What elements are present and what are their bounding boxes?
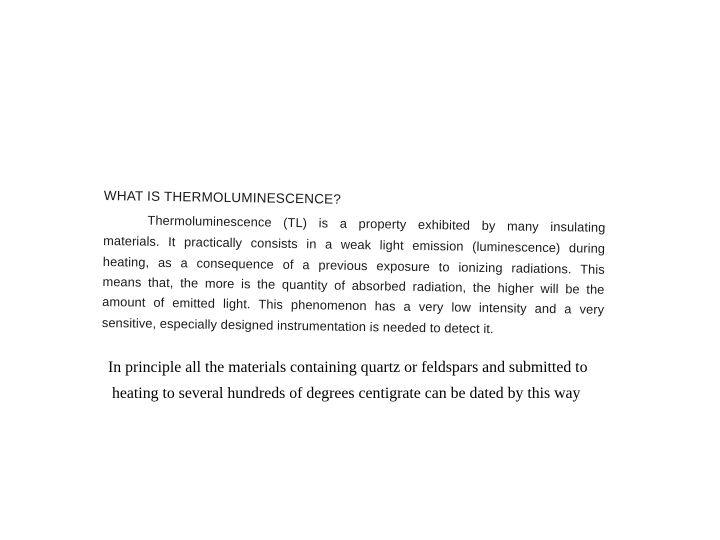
caption-line-2: heating to several hundreds of degrees centigrate can be dated by this way [112,385,581,402]
excerpt-line: Thermoluminescence (TL) is a property exhibited by many insulating [147,212,606,235]
excerpt-heading: WHAT IS THERMOLUMINESCENCE? [103,188,342,207]
excerpt-line: sensitive, especially designed instrumentation is needed to detect it. [101,314,494,337]
caption-paragraph [108,355,668,407]
caption-line-1: In principle all the materials containing quartz or feldspars and submitted to [108,359,588,376]
excerpt-line: amount of emitted light. This phenomenon has a very low intensity and a very [102,293,605,317]
excerpt-line: materials. It practically consists in a weak light emission (luminescence) during [103,232,606,256]
excerpt-line: means that, the more is the quantity of absorbed radiation, the higher will be the [102,273,605,297]
excerpt-line: heating, as a consequence of a previous exposure to ionizing radiations. This [102,253,605,277]
scanned-text-excerpt [102,188,612,346]
